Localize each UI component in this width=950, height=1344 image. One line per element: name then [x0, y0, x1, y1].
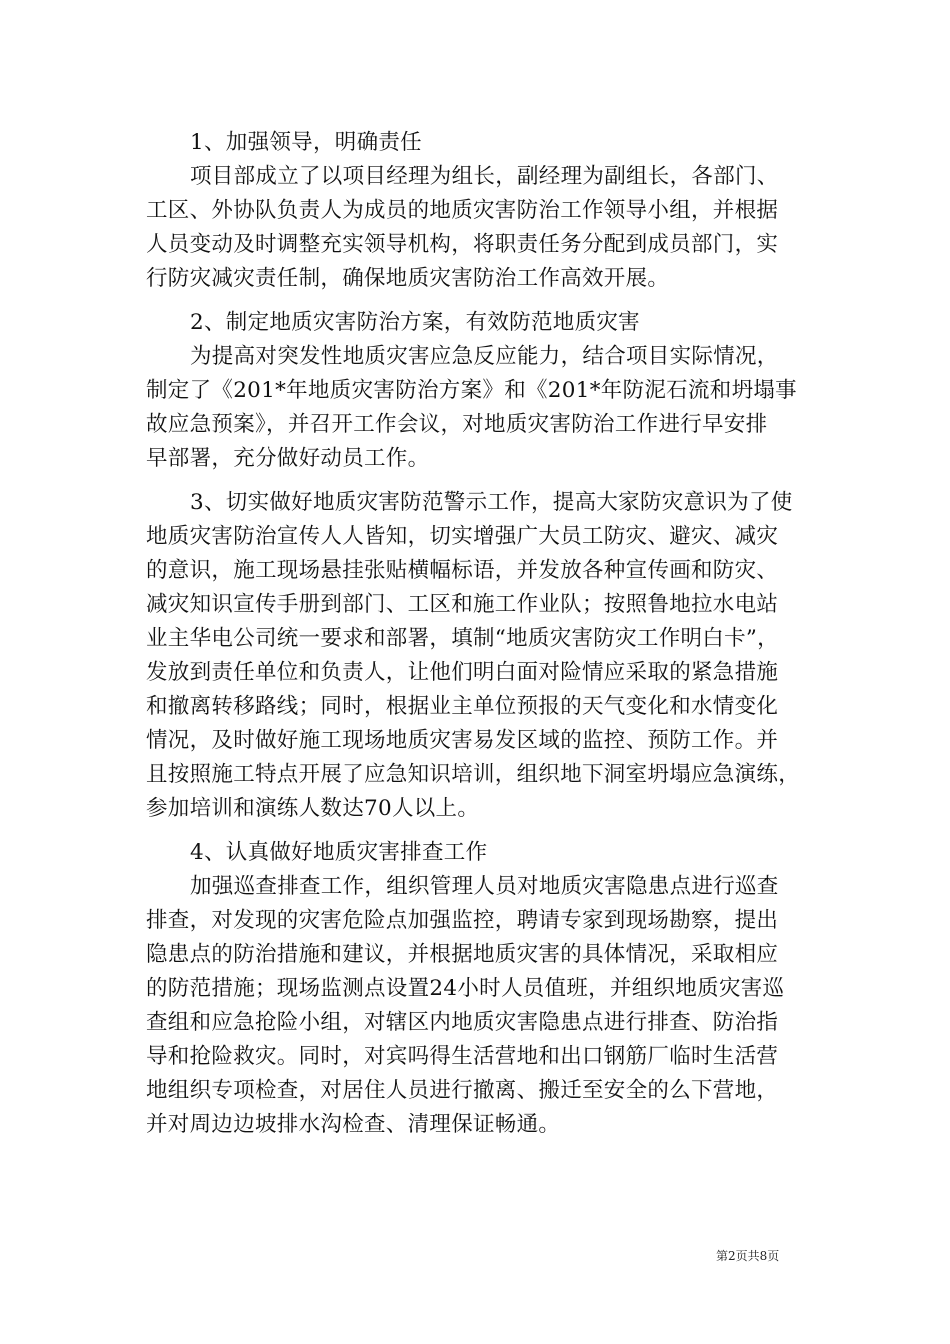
paragraph-2-line-1: 为提高对突发性地质灾害应急反应能力，结合项目实际情况， — [190, 344, 779, 369]
paragraph-4-line-5: 查组和应急抢险小组，对辖区内地质灾害隐患点进行排查、防治指 — [146, 1010, 779, 1035]
paragraph-3-line-1: 地质灾害防治宣传人人皆知，切实增强广大员工防灾、避灾、减灾 — [146, 524, 779, 549]
paragraph-3-line-7: 情况，及时做好施工现场地质灾害易发区域的监控、预防工作。并 — [146, 728, 779, 753]
paragraph-3-line-6: 和撤离转移路线；同时，根据业主单位预报的天气变化和水情变化 — [146, 694, 779, 719]
paragraph-2-line-2: 制定了《201*年地质灾害防治方案》和《201*年防泥石流和坍塌事 — [146, 378, 797, 403]
paragraph-4-line-3: 隐患点的防治措施和建议，并根据地质灾害的具体情况，采取相应 — [146, 942, 779, 967]
paragraph-4-line-4: 的防范措施；现场监测点设置24小时人员值班，并组织地质灾害巡 — [146, 976, 785, 1001]
paragraph-3-line-9: 参加培训和演练人数达70人以上。 — [146, 796, 480, 821]
paragraph-3-line-3: 减灾知识宣传手册到部门、工区和施工作业队；按照鲁地拉水电站 — [146, 592, 779, 617]
heading-1: 1、加强领导，明确责任 — [190, 130, 422, 155]
paragraph-3-line-4: 业主华电公司统一要求和部署，填制“地质灾害防灾工作明白卡”， — [146, 626, 779, 651]
paragraph-2-line-3: 故应急预案》，并召开工作会议，对地质灾害防治工作进行早安排 — [146, 412, 768, 437]
paragraph-4-line-2: 排查，对发现的灾害危险点加强监控，聘请专家到现场勘察，提出 — [146, 908, 779, 933]
paragraph-2-line-4: 早部署，充分做好动员工作。 — [146, 446, 430, 471]
paragraph-3-line-5: 发放到责任单位和负责人，让他们明白面对险情应采取的紧急措施 — [146, 660, 779, 685]
paragraph-1-line-2: 工区、外协队负责人为成员的地质灾害防治工作领导小组，并根据 — [146, 198, 779, 223]
paragraph-3-line-8: 且按照施工特点开展了应急知识培训，组织地下洞室坍塌应急演练， — [146, 762, 801, 787]
paragraph-1-line-1: 项目部成立了以项目经理为组长，副经理为副组长，各部门、 — [190, 164, 779, 189]
paragraph-3-line-2: 的意识，施工现场悬挂张贴横幅标语，并发放各种宣传画和防灾、 — [146, 558, 779, 583]
heading-4: 4、认真做好地质灾害排查工作 — [190, 840, 488, 865]
page-number-footer: 第2页共8页 — [716, 1249, 780, 1263]
heading-3: 3、切实做好地质灾害防范警示工作，提高大家防灾意识为了使 — [190, 490, 793, 515]
paragraph-4-line-7: 地组织专项检查，对居住人员进行撤离、搬迁至安全的么下营地， — [146, 1078, 779, 1103]
paragraph-1-line-4: 行防灾减灾责任制，确保地质灾害防治工作高效开展。 — [146, 266, 670, 291]
paragraph-4-line-6: 导和抢险救灾。同时，对宾吗得生活营地和出口钢筋厂临时生活营 — [146, 1044, 779, 1069]
heading-2: 2、制定地质灾害防治方案，有效防范地质灾害 — [190, 310, 640, 335]
paragraph-1-line-3: 人员变动及时调整充实领导机构，将职责任务分配到成员部门，实 — [146, 232, 779, 257]
paragraph-4-line-8: 并对周边边坡排水沟检查、清理保证畅通。 — [146, 1112, 561, 1137]
paragraph-4-line-1: 加强巡查排查工作，组织管理人员对地质灾害隐患点进行巡查 — [190, 874, 779, 899]
